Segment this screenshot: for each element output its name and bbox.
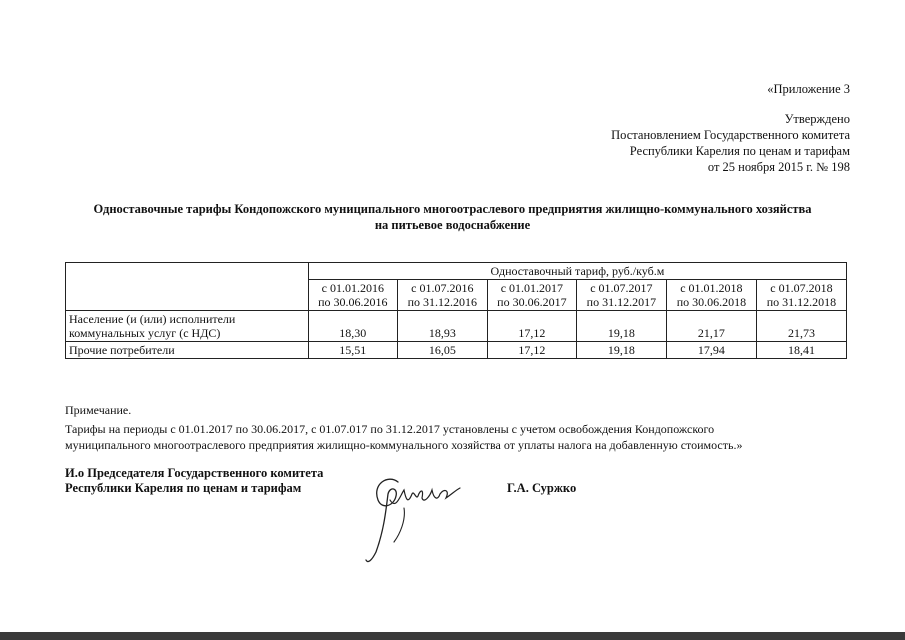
- tariff-value: 15,51: [308, 342, 397, 359]
- tariff-value: 18,93: [397, 311, 487, 342]
- tariff-value: 19,18: [576, 342, 666, 359]
- handwritten-signature: [360, 460, 470, 570]
- tariff-value: 18,41: [756, 342, 846, 359]
- tariff-value: 17,94: [666, 342, 756, 359]
- period-from: с 01.07.2017: [590, 281, 653, 295]
- scan-edge: [0, 632, 905, 640]
- approval-block: [450, 111, 850, 175]
- approval-line: от 25 ноября 2015 г. № 198: [707, 160, 850, 174]
- signatory-position: [65, 466, 323, 496]
- appendix-label: «Приложение 3: [767, 82, 850, 96]
- document-title: [50, 201, 855, 233]
- approval-line: Постановлением Государственного комитета: [611, 128, 850, 142]
- row-label-line: коммунальных услуг (с НДС): [69, 326, 221, 340]
- period-from: с 01.01.2017: [500, 281, 564, 295]
- period-header: [756, 280, 846, 311]
- tariff-value: 21,73: [756, 311, 846, 342]
- period-to: по 30.06.2018: [676, 295, 747, 309]
- period-to: по 30.06.2016: [318, 295, 388, 309]
- signer-name: Г.А. Суржко: [507, 481, 577, 495]
- period-to: по 31.12.2017: [586, 295, 657, 309]
- tariff-value: 17,12: [487, 311, 576, 342]
- period-to: по 30.06.2017: [497, 295, 567, 309]
- row-label-line: Население (и (или) исполнители: [69, 312, 236, 326]
- approval-line: Утверждено: [784, 112, 850, 126]
- period-from: с 01.07.2016: [411, 281, 474, 295]
- title-line: Одноставочные тарифы Кондопожского муниципального многоотраслевого предприятия жилищно-коммунального хозяйства: [93, 202, 812, 216]
- period-from: с 01.01.2018: [680, 281, 743, 295]
- table-header-row: [66, 263, 847, 280]
- approval-line: Республики Карелия по ценам и тарифам: [629, 144, 850, 158]
- row-label: [66, 311, 309, 342]
- note-line: Тарифы на периоды с 01.01.2017 по 30.06.2017, с 01.07.017 по 31.12.2017 установлены с учетом освобождения Кондопожского: [65, 422, 715, 436]
- row-label: Прочие потребители: [66, 342, 309, 359]
- empty-corner-cell: [66, 263, 309, 311]
- tariff-value: 19,18: [576, 311, 666, 342]
- period-header: [308, 280, 397, 311]
- note-line: муниципального многоотраслевого предприятия жилищно-коммунального хозяйства от уплаты налога на добавленную стоимость.»: [65, 438, 743, 452]
- position-line: И.о Председателя Государственного комитета: [65, 466, 324, 480]
- period-to: по 31.12.2018: [766, 295, 837, 309]
- period-header: [576, 280, 666, 311]
- period-from: с 01.01.2016: [321, 281, 384, 295]
- position-line: Республики Карелия по ценам и тарифам: [65, 481, 302, 495]
- tariff-group-header: Одноставочный тариф, руб./куб.м: [308, 263, 846, 280]
- tariff-table: [65, 262, 847, 359]
- note-heading: Примечание.: [65, 403, 132, 417]
- period-to: по 31.12.2016: [407, 295, 478, 309]
- tariff-value: 17,12: [487, 342, 576, 359]
- tariff-value: 16,05: [397, 342, 487, 359]
- title-line: на питьевое водоснабжение: [374, 218, 531, 232]
- tariff-value: 21,17: [666, 311, 756, 342]
- period-header: [397, 280, 487, 311]
- period-header: [487, 280, 576, 311]
- period-header: [666, 280, 756, 311]
- table-row: [66, 342, 847, 359]
- note-block: [65, 402, 855, 453]
- tariff-value: 18,30: [308, 311, 397, 342]
- table-row: [66, 311, 847, 342]
- period-from: с 01.07.2018: [770, 281, 833, 295]
